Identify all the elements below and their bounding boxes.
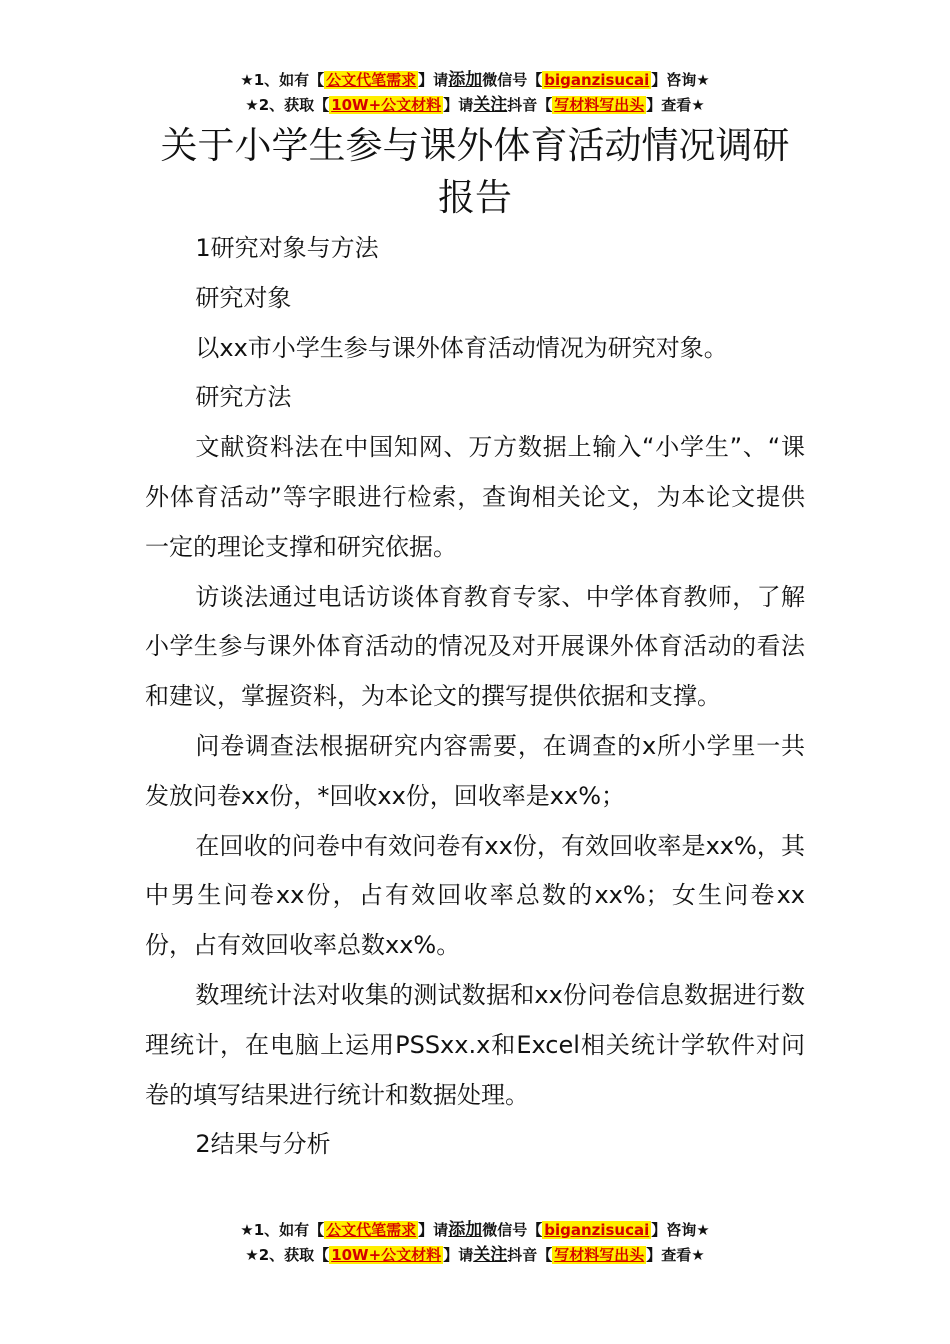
- banner-emphasis: 添加: [448, 70, 483, 90]
- highlight-douyin-account: 写材料写出头: [554, 1246, 645, 1264]
- banner-emphasis: 关注: [473, 95, 508, 115]
- paragraph: 数理统计法对收集的测试数据和xx份问卷信息数据进行数理统计，在电脑上运用PSSxx.x和Excel相关统计学软件对问卷的填写结果进行统计和数据处理。: [145, 980, 805, 1109]
- banner-text: 微信号【: [482, 71, 543, 89]
- footer-banner: [0, 1218, 950, 1268]
- banner-text: 微信号【: [482, 1221, 543, 1239]
- banner-line-consult: [0, 68, 950, 93]
- banner-text: 抖音【: [507, 1246, 553, 1264]
- paragraph: 问卷调查法根据研究内容需要，在调查的x所小学里一共发放问卷xx份，*回收xx份，回收率是xx%；: [145, 731, 805, 810]
- banner-line-follow: [0, 93, 950, 118]
- banner-text: ★1、如有【: [240, 71, 325, 89]
- banner-text: 】请: [443, 1246, 474, 1264]
- banner-text: 】请: [418, 1221, 449, 1239]
- document-body: [145, 224, 805, 1170]
- highlight-service: 公文代笔需求: [326, 1221, 417, 1239]
- banner-text: 】咨询★: [651, 1221, 710, 1239]
- banner-text: 抖音【: [507, 96, 553, 114]
- banner-emphasis: 添加: [448, 1220, 483, 1240]
- paragraph: 在回收的问卷中有效问卷有xx份，有效回收率是xx%，其中男生问卷xx份，占有效回收率总数的xx%；女生问卷xx份，占有效回收率总数xx%。: [145, 831, 805, 960]
- subsection-heading: 研究对象: [195, 283, 292, 312]
- highlight-wechat-id: biganzisucai: [544, 1221, 650, 1239]
- banner-text: 】查看★: [646, 96, 705, 114]
- banner-text: ★1、如有【: [240, 1221, 325, 1239]
- section-heading: 2结果与分析: [195, 1130, 331, 1159]
- document-title: 关于小学生参与课外体育活动情况调研报告: [160, 124, 790, 219]
- banner-emphasis: 关注: [473, 1245, 508, 1265]
- section-heading: 1研究对象与方法: [195, 234, 379, 262]
- banner-text: 】查看★: [646, 1246, 705, 1264]
- banner-text: 】咨询★: [651, 71, 710, 89]
- highlight-materials: 10W+公文材料: [331, 1246, 442, 1264]
- highlight-douyin-account: 写材料写出头: [554, 96, 645, 114]
- banner-line-follow: [0, 1243, 950, 1268]
- banner-text: ★2、获取【: [245, 1246, 330, 1264]
- paragraph: 访谈法通过电话访谈体育教育专家、中学体育教师，了解小学生参与课外体育活动的情况及对开展课外体育活动的看法和建议，掌握资料，为本论文的撰写提供依据和支撑。: [145, 582, 805, 711]
- highlight-materials: 10W+公文材料: [331, 96, 442, 114]
- banner-line-consult: [0, 1218, 950, 1243]
- subsection-heading: 研究方法: [195, 383, 292, 412]
- highlight-service: 公文代笔需求: [326, 71, 417, 89]
- banner-text: 】请: [443, 96, 474, 114]
- banner-text: 】请: [418, 71, 449, 89]
- header-banner: [0, 68, 950, 118]
- paragraph: 以xx市小学生参与课外体育活动情况为研究对象。: [195, 333, 728, 362]
- paragraph: 文献资料法在中国知网、万方数据上输入“小学生”、“课外体育活动”等字眼进行检索，查询相关论文，为本论文提供一定的理论支撑和研究依据。: [145, 433, 805, 561]
- banner-text: ★2、获取【: [245, 96, 330, 114]
- highlight-wechat-id: biganzisucai: [544, 71, 650, 89]
